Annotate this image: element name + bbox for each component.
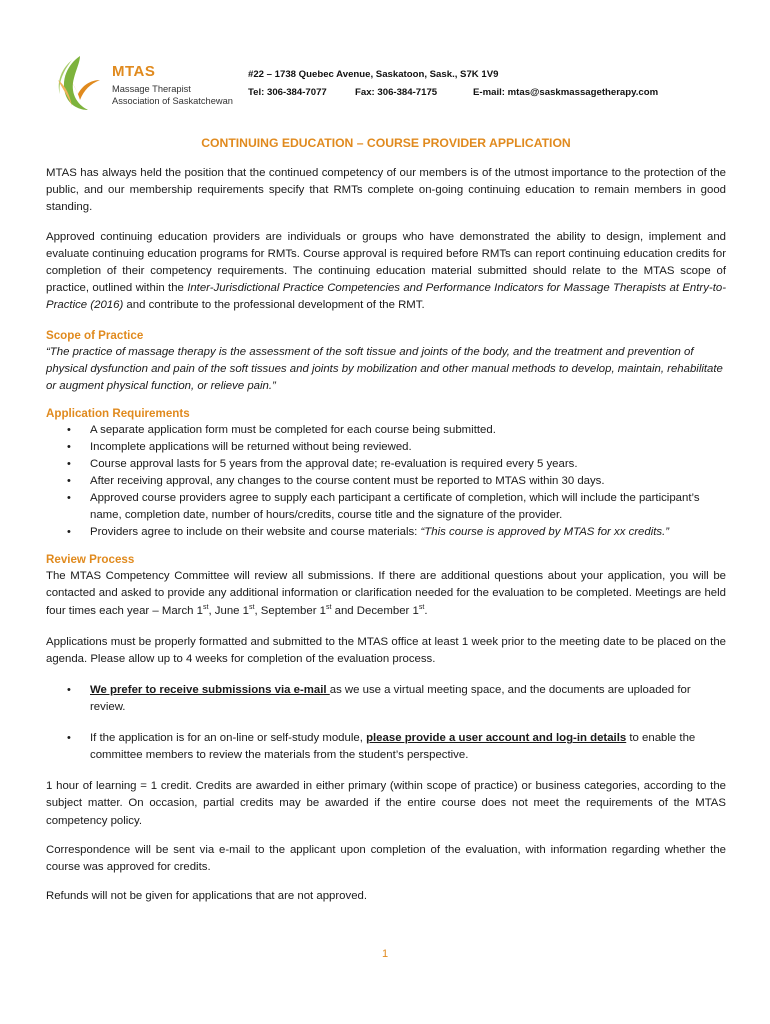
list-item bbox=[90, 524, 726, 541]
review-p1-b: , June 1 bbox=[208, 604, 249, 617]
list-item bbox=[90, 682, 726, 716]
list-item: • Incomplete applications will be returned without being reviewed. bbox=[90, 439, 726, 456]
review-p1-d: and December 1 bbox=[331, 604, 419, 617]
page-number: 1 bbox=[381, 948, 389, 960]
intro-paragraph-2 bbox=[46, 229, 726, 315]
credits-paragraph: 1 hour of learning = 1 credit. Credits are awarded in either primary (within scope of practice) or business categories, according to the subject matter. On occasion, partial credits may be awarded if the entire course does not meet the requirements of the MTAS competency policy. bbox=[46, 780, 726, 827]
contact-block bbox=[248, 66, 658, 102]
phone-line bbox=[248, 84, 658, 102]
online-module-list bbox=[46, 730, 726, 764]
email-preference-rest: as we use a virtual meeting space, and the documents are uploaded for review. bbox=[90, 684, 691, 714]
document-body bbox=[46, 134, 726, 917]
page-title: CONTINUING EDUCATION – COURSE PROVIDER APPLICATION bbox=[201, 136, 571, 150]
online-module-text-b: to enable the committee members to review the materials from the student’s perspective. bbox=[90, 732, 696, 762]
ordinal-suffix: st bbox=[203, 603, 209, 611]
online-module-text-a: If the application is for an on-line or self-study module, bbox=[90, 732, 367, 745]
address-line: #22 – 1738 Quebec Avenue, Saskatoon, Sask., S7K 1V9 bbox=[248, 69, 499, 80]
letterhead bbox=[46, 48, 736, 118]
ordinal-suffix: st bbox=[249, 603, 255, 611]
review-paragraph-2: Applications must be properly formatted and submitted to the MTAS office at least 1 week prior to the meeting date to be placed on the agenda. Please allow up to 4 weeks for completion of the evaluation process. bbox=[46, 635, 726, 666]
leaf-swoosh-icon bbox=[50, 50, 110, 114]
list-item: • Course approval lasts for 5 years from the approval date; re-evaluation is required every 5 years. bbox=[90, 456, 726, 473]
mtas-logo bbox=[46, 48, 236, 118]
review-paragraph-1 bbox=[46, 568, 726, 620]
requirements-heading: Application Requirements bbox=[46, 407, 190, 421]
review-p1-e: . bbox=[424, 604, 428, 617]
requirements-list bbox=[46, 422, 726, 541]
tel-number: Tel: 306-384-7077 bbox=[248, 87, 327, 98]
login-details-text: please provide a user account and log-in details bbox=[366, 732, 627, 745]
intro-p2-part-a: Approved continuing education providers are individuals or groups who have demonstrated the ability to design, implement and evaluate continuing education programs for RMTs. Course approval is required before RMTs can report continuing education credits for completion of their competency requirements. The continuing education material submitted should relate to the MTAS scope of practice, outlined within the bbox=[46, 230, 726, 295]
list-item: • After receiving approval, any changes to the course content must be reported to MTAS within 30 days. bbox=[90, 473, 726, 490]
email-preference-text: We prefer to receive submissions via e-mail bbox=[90, 684, 330, 697]
logo-subtitle bbox=[112, 84, 242, 107]
scope-heading: Scope of Practice bbox=[46, 328, 144, 342]
competencies-document-title: Inter-Jurisdictional Practice Competencies and Performance Indicators for Massage Therapists at Entry-to-Practice (2016) bbox=[46, 282, 726, 312]
approval-statement: “This course is approved by MTAS for xx credits.” bbox=[420, 526, 670, 539]
review-heading: Review Process bbox=[46, 553, 135, 567]
submission-list bbox=[46, 682, 726, 716]
scope-quote: “The practice of massage therapy is the assessment of the soft tissue and joints of the body, and the treatment and prevention of physical dysfunction and pain of the soft tissues and joints by mobilization and other manual methods to develop, maintain, rehabilitate or augment physical function, or relieve pain.” bbox=[46, 345, 723, 393]
list-item bbox=[90, 730, 726, 764]
logo-subtitle-line-2: Association of Saskatchewan bbox=[112, 95, 233, 106]
email-address[interactable]: E-mail: mtas@saskmassagetherapy.com bbox=[473, 87, 659, 98]
last-item-text: Providers agree to include on their website and course materials: bbox=[90, 526, 421, 539]
logo-brand-text: MTAS bbox=[112, 63, 156, 80]
list-item: • A separate application form must be completed for each course being submitted. bbox=[90, 422, 726, 439]
correspondence-paragraph: Correspondence will be sent via e-mail to the applicant upon completion of the evaluation, with information regarding whether the course was approved for credits. bbox=[46, 843, 726, 874]
review-p1-a: The MTAS Competency Committee will review all submissions. If there are additional questions about your application, you will be contacted and asked to provide any additional information or clarification needed for the evaluation to be completed. Meetings are held four times each year – March 1 bbox=[46, 570, 726, 617]
fax-number: Fax: 306-384-7175 bbox=[355, 87, 438, 98]
intro-p2-part-b: and contribute to the professional development of the RMT. bbox=[123, 299, 425, 312]
refunds-paragraph: Refunds will not be given for applications that are not approved. bbox=[46, 890, 368, 903]
logo-subtitle-line-1: Massage Therapist bbox=[112, 84, 191, 94]
ordinal-suffix: st bbox=[326, 603, 332, 611]
ordinal-suffix: st bbox=[418, 603, 425, 611]
review-p1-c: , September 1 bbox=[254, 604, 327, 617]
intro-paragraph-1: MTAS has always held the position that the continued competency of our members is of the utmost importance to the protection of the public, and our membership requirements specify that RMTs complete on-going continuing education to remain members in good standing. bbox=[46, 167, 726, 214]
list-item: • Approved course providers agree to supply each participant a certificate of completion, which will include the participant’s name, completion date, number of hours/credits, course title and the signature of the provider. bbox=[90, 490, 726, 524]
